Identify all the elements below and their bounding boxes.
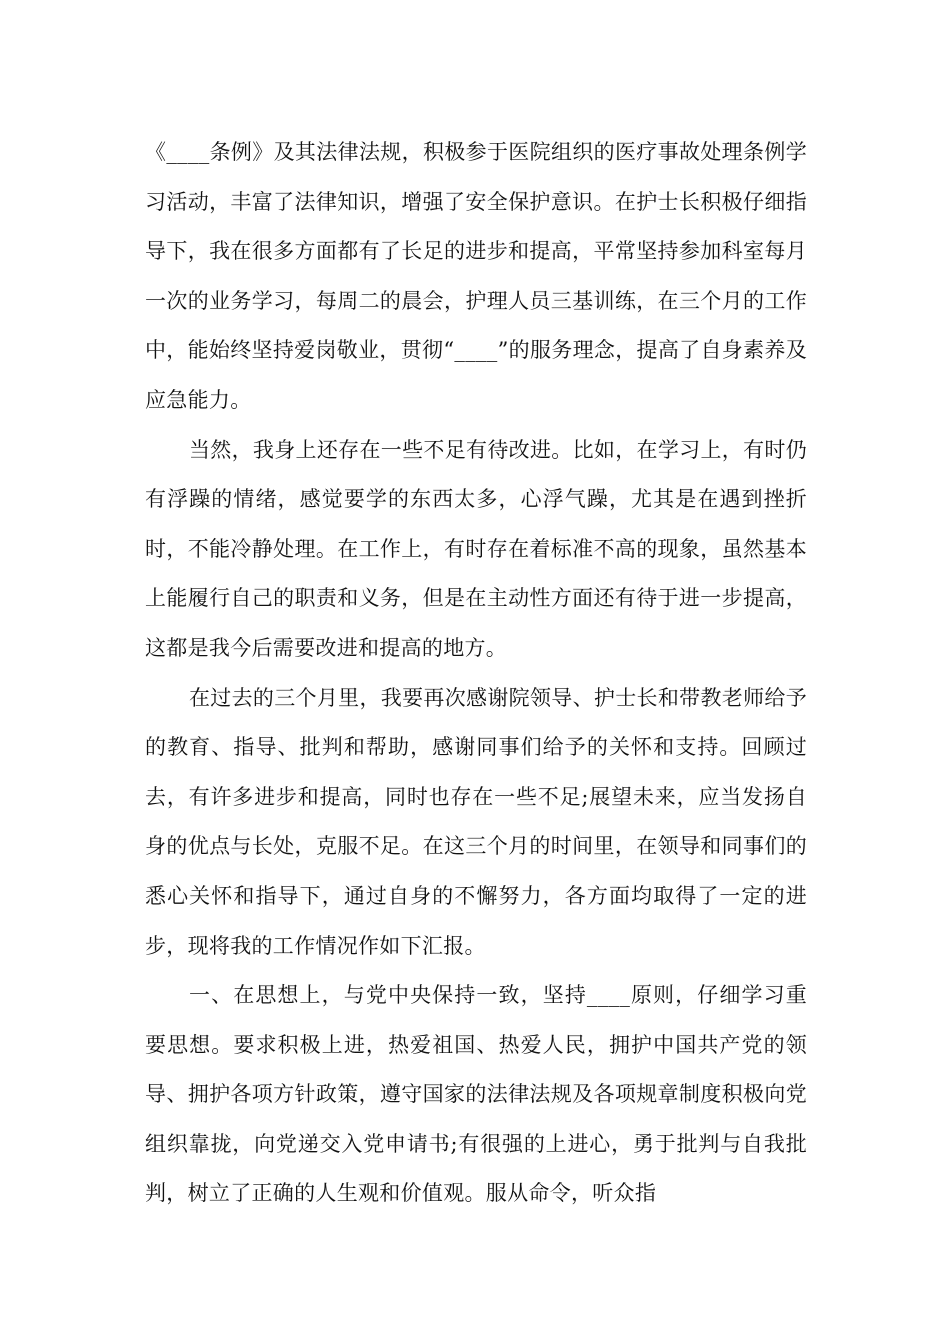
paragraph-continuation: 《____条例》及其法律法规，积极参于医院组织的医疗事故处理条例学习活动，丰富了法律知识，增强了安全保护意识。在护士长积极仔细指导下，我在很多方面都有了长足的进步和提高，平常坚持参加科室每月一次的业务学习，每周二的晨会，护理人员三基训练，在三个月的工作中，能始终坚持爱岗敬业，贯彻“____”的服务理念，提高了自身素养及应急能力。: [145, 140, 807, 412]
paragraph-thought: 一、在思想上，与党中央保持一致，坚持____原则，仔细学习重要思想。要求积极上进，热爱祖国、热爱人民，拥护中国共产党的领导、拥护各项方针政策，遵守国家的法律法规及各项规章制度积极向党组织靠拢，向党递交入党申请书;有很强的上进心，勇于批判与自我批判，树立了正确的人生观和价值观。服从命令，听众指: [145, 983, 807, 1206]
paragraph-shortcomings: 当然，我身上还存在一些不足有待改进。比如，在学习上，有时仍有浮躁的情绪，感觉要学的东西太多，心浮气躁，尤其是在遇到挫折时，不能冷静处理。在工作上，有时存在着标准不高的现象，虽然基本上能履行自己的职责和义务，但是在主动性方面还有待于进一步提高，这都是我今后需要改进和提高的地方。: [145, 437, 807, 660]
paragraph-gratitude: 在过去的三个月里，我要再次感谢院领导、护士长和带教老师给予的教育、指导、批判和帮助，感谢同事们给予的关怀和支持。回顾过去，有许多进步和提高，同时也存在一些不足;展望未来，应当发扬自身的优点与长处，克服不足。在这三个月的时间里，在领导和同事们的悉心关怀和指导下，通过自身的不懈努力，各方面均取得了一定的进步，现将我的工作情况作如下汇报。: [145, 685, 807, 958]
document-body: [145, 128, 807, 1219]
